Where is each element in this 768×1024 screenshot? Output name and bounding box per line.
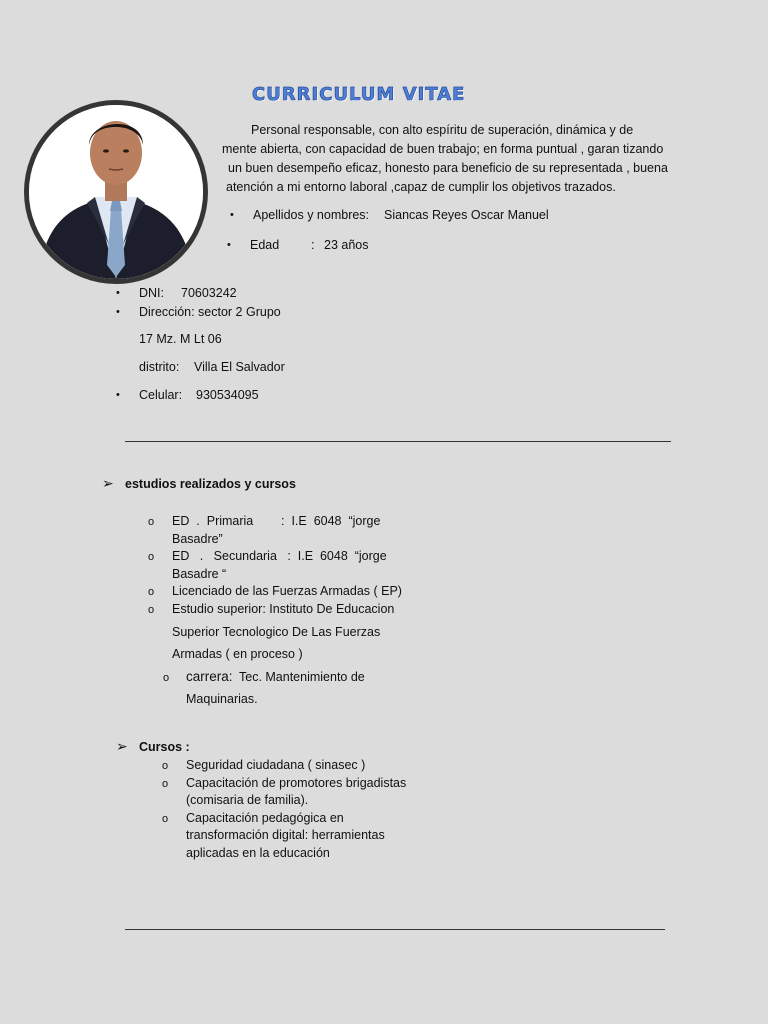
- arrow-bullet-icon: ➢: [116, 738, 128, 754]
- course-3-line-1: Capacitación pedagógica en: [186, 811, 344, 825]
- bullet-icon: •: [116, 389, 120, 401]
- circle-bullet-icon: o: [163, 672, 170, 684]
- study-superior-line-3: Armadas ( en proceso ): [172, 647, 303, 661]
- course-3-line-2: transformación digital: herramientas: [186, 828, 385, 842]
- address-line-2: 17 Mz. M Lt 06: [139, 332, 222, 346]
- summary-line-3: un buen desempeño eficaz, honesto para beneficio de su representada , buena: [228, 161, 668, 175]
- circle-bullet-icon: o: [162, 813, 169, 825]
- section-divider: [125, 441, 671, 442]
- circle-bullet-icon: o: [148, 604, 155, 616]
- profile-photo: [24, 100, 208, 284]
- summary-line-4: atención a mi entorno laboral ,capaz de cumplir los objetivos trazados.: [226, 180, 616, 194]
- phone-value: 930534095: [196, 388, 259, 402]
- district-value: Villa El Salvador: [194, 360, 285, 374]
- circle-bullet-icon: o: [148, 551, 155, 563]
- circle-bullet-icon: o: [148, 516, 155, 528]
- course-1: Seguridad ciudadana ( sinasec ): [186, 758, 366, 772]
- bullet-icon: •: [116, 287, 120, 299]
- names-label: Apellidos y nombres:: [253, 208, 370, 222]
- course-2-line-1: Capacitación de promotores brigadistas: [186, 776, 407, 790]
- study-superior-line-2: Superior Tecnologico De Las Fuerzas: [172, 625, 381, 639]
- summary-line-1: Personal responsable, con alto espíritu de superación, dinámica y de: [251, 123, 634, 137]
- study-secundaria-line-1: ED . Secundaria : I.E 6048 “jorge: [172, 549, 387, 563]
- study-secundaria-line-2: Basadre “: [172, 567, 227, 581]
- age-label: Edad: [250, 238, 280, 252]
- course-3-line-3: aplicadas en la educación: [186, 846, 330, 860]
- section-divider: [125, 929, 665, 930]
- bullet-icon: •: [227, 239, 231, 251]
- cv-title: CURRICULUM VITAE: [252, 84, 466, 105]
- study-licenciado: Licenciado de las Fuerzas Armadas ( EP): [172, 584, 402, 598]
- study-superior-line-1: Estudio superior: Instituto De Educacion: [172, 602, 395, 616]
- dni-label: DNI:: [139, 286, 164, 300]
- carrera-label: carrera:: [186, 669, 233, 684]
- dni-value: 70603242: [181, 286, 237, 300]
- studies-heading: estudios realizados y cursos: [125, 477, 296, 491]
- bullet-icon: •: [116, 306, 120, 318]
- circle-bullet-icon: o: [162, 760, 169, 772]
- arrow-bullet-icon: ➢: [102, 475, 114, 491]
- circle-bullet-icon: o: [148, 586, 155, 598]
- district-label: distrito:: [139, 360, 180, 374]
- study-primaria-line-2: Basadre”: [172, 532, 223, 546]
- circle-bullet-icon: o: [162, 778, 169, 790]
- names-value: Siancas Reyes Oscar Manuel: [384, 208, 549, 222]
- address-line-1: Dirección: sector 2 Grupo: [139, 305, 281, 319]
- courses-heading: Cursos :: [139, 740, 190, 754]
- summary-line-2: mente abierta, con capacidad de buen trabajo; en forma puntual , garan tizando: [222, 142, 664, 156]
- age-separator: :: [311, 238, 315, 252]
- course-2-line-2: (comisaria de familia).: [186, 793, 309, 807]
- person-portrait-image: [29, 105, 203, 279]
- carrera-line-2: Maquinarias.: [186, 692, 258, 706]
- phone-label: Celular:: [139, 388, 183, 402]
- carrera-line-1: Tec. Mantenimiento de: [239, 670, 365, 684]
- study-primaria-line-1: ED . Primaria : I.E 6048 “jorge: [172, 514, 381, 528]
- bullet-icon: •: [230, 209, 234, 221]
- age-value: 23 años: [324, 238, 369, 252]
